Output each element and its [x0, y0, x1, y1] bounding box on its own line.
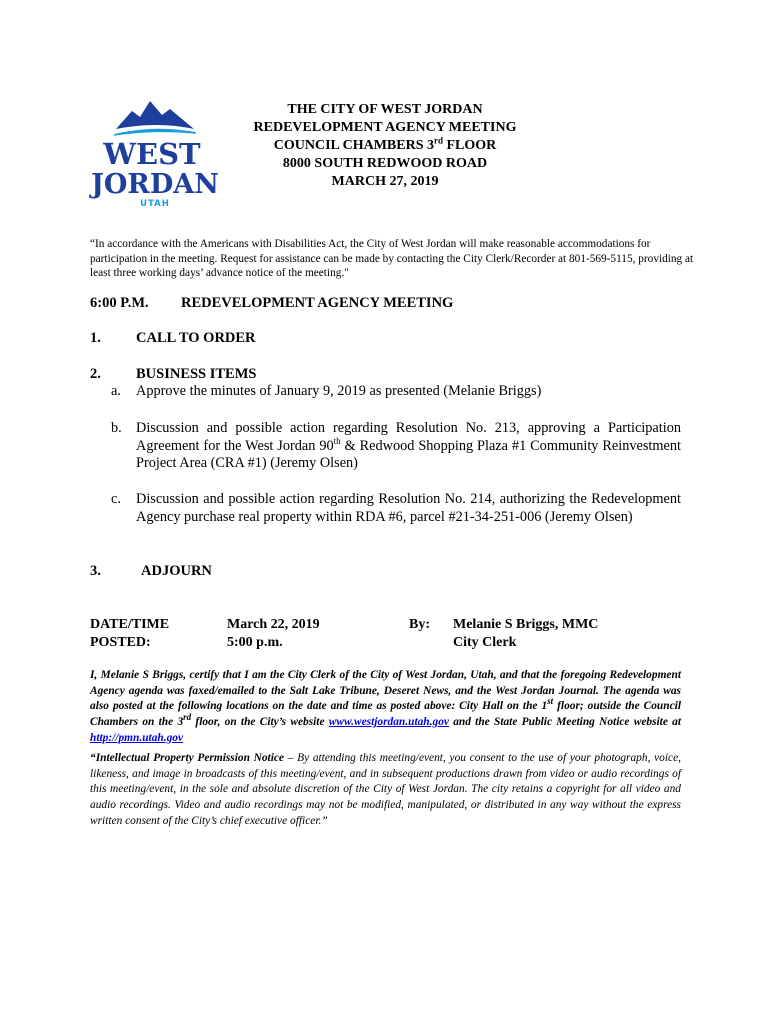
by-label: By: — [409, 617, 430, 632]
item-1-title: CALL TO ORDER — [136, 330, 256, 346]
business-item-a: a. Approve the minutes of January 9, 2019 as presented (Melanie Briggs) — [111, 383, 542, 399]
header-date: MARCH 27, 2019 — [331, 174, 439, 189]
pmn-website-link[interactable]: http://pmn.utah.gov — [90, 731, 184, 744]
ip-notice-heading: “Intellectual Property Permission Notice — [90, 752, 284, 764]
header-city: THE CITY OF WEST JORDAN — [287, 102, 483, 117]
item-1-number: 1. — [90, 330, 101, 346]
logo-jordan-text: JORDAN — [91, 169, 219, 200]
logo-west-text: WEST — [103, 137, 201, 171]
item-3-number: 3. — [90, 563, 101, 579]
posted-date-time: March 22, 2019 5:00 p.m. — [227, 617, 320, 650]
logo-utah-text: UTAH — [140, 199, 170, 207]
ada-notice: “In accordance with the Americans with Disabilities Act, the City of West Jordan will make reasonable accommodations for participation in the meeting. Request for assistance can be made by contacting the City Clerk/Recorder at 801-569-5115, providing at least three working days’ advance notice of the meeting." — [90, 238, 694, 279]
meeting-time: 6:00 P.M. — [90, 295, 149, 311]
meeting-title: REDEVELOPMENT AGENCY MEETING — [181, 295, 454, 311]
agenda-header — [190, 101, 580, 191]
header-meeting: REDEVELOPMENT AGENCY MEETING — [253, 120, 517, 135]
ip-permission-notice: “Intellectual Property Permission Notice – By attending this meeting/event, you consent to the use of your photograph, voice, likeness, and image in broadcasts of this meeting/event, and in subsequent productions drawn from video or audio recordings of this meeting/event, in the sole and absolute discretion of the City of West Jordan. The city retains a copyright for all video and audio recordings. Video and audio recordings may not be modified, manipulated, or distributed in any way without the express written consent of the City’s chief executive officer.” — [90, 752, 681, 827]
certification-statement: I, Melanie S Briggs, certify that I am the City Clerk of the City of West Jordan, Utah, and that the foregoing Redevelopment Agency agenda was faxed/emailed to the Salt Lake Tribune, Deseret News, and the West Jordan Journal. The agenda was also posted at the following locations on the date and time as posted above: City Hall on the 1st floor; outside the Council Chambers on the 3rd floor, on the City’s website www.westjordan.utah.gov and the State Public Meeting Notice website at http://pmn.utah.gov — [90, 669, 682, 744]
item-3-title: ADJOURN — [141, 563, 212, 579]
posted-label: DATE/TIME POSTED: — [90, 617, 170, 650]
header-location: COUNCIL CHAMBERS 3rd FLOOR — [273, 135, 497, 153]
business-item-c: c. Discussion and possible action regarding Resolution No. 214, authorizing the Redevelopment Agency purchase real property within RDA #6, parcel #21-34-251-006 (Jeremy Olsen) — [111, 491, 681, 525]
clerk-signature: Melanie S Briggs, MMC City Clerk — [453, 617, 599, 650]
item-2-number: 2. — [90, 366, 101, 382]
city-website-link[interactable]: www.westjordan.utah.gov — [328, 716, 449, 729]
item-2-title: BUSINESS ITEMS — [136, 366, 257, 382]
header-address: 8000 SOUTH REDWOOD ROAD — [282, 156, 488, 171]
business-item-b: b. Discussion and possible action regarding Resolution No. 213, approving a Participation Agreement for the West Jordan 90th & Redwood Shopping Plaza #1 Community Reinvestment Project Area (CRA #1) (Jeremy Olsen) — [111, 420, 681, 471]
